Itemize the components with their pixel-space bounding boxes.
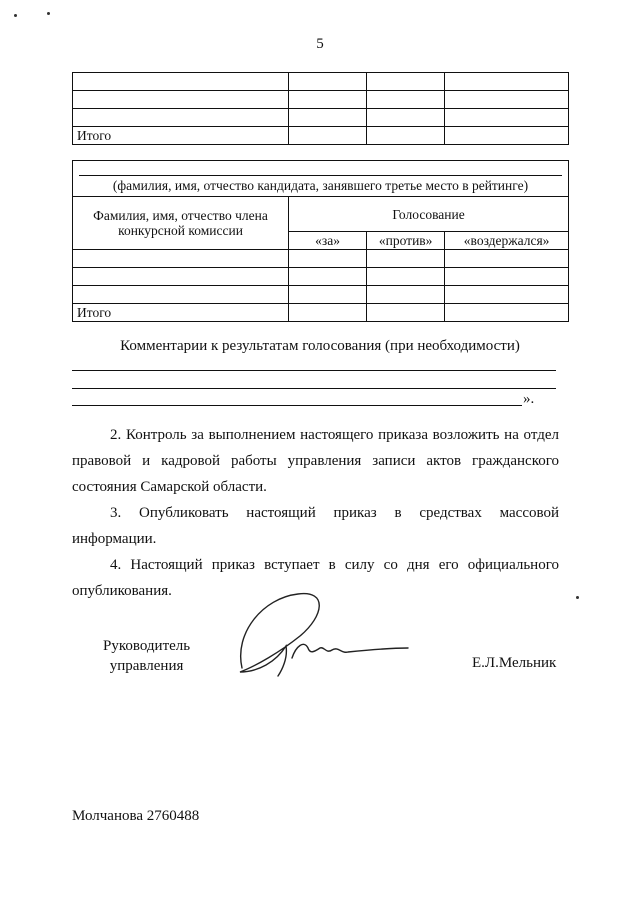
header-row: [73, 197, 569, 232]
candidate-caption: (фамилия, имя, отчество кандидата, занявшего третье место в рейтинге): [112, 178, 529, 193]
voting-header: Голосование: [289, 197, 569, 232]
option-abstained: «воздержался»: [445, 232, 569, 250]
comments-title: Комментарии к результатам голосования (при необходимости): [120, 338, 520, 354]
paragraph-2: 2. Контроль за выполнением настоящего приказа возложить на отдел правовой и кадровой работы управления записи актов гражданского состояния Самарской области.: [72, 427, 559, 495]
member-header: Фамилия, имя, отчество члена конкурсной комиссии: [73, 197, 289, 250]
voting-grid: [72, 196, 569, 322]
voting-table-continued: [72, 72, 569, 145]
comment-line: [72, 405, 522, 406]
total-row: [73, 304, 569, 322]
scan-speck: [14, 14, 17, 17]
voting-table-third-candidate: [72, 160, 569, 322]
total-row: [73, 127, 569, 145]
scan-speck: [47, 12, 50, 15]
scan-speck: [576, 596, 579, 599]
option-against: «против»: [367, 232, 445, 250]
table-row: [73, 73, 569, 91]
paragraph-3: 3. Опубликовать настоящий приказ в средствах массовой информации.: [72, 505, 559, 547]
signer-title: Руководитель управления: [103, 638, 191, 674]
signer-name: Е.Л.Мельник: [472, 655, 557, 671]
option-for: «за»: [289, 232, 367, 250]
total-label: Итого: [73, 304, 289, 322]
paragraph-4: 4. Настоящий приказ вступает в силу со дня его официального опубликования.: [72, 557, 559, 599]
total-label: Итого: [73, 127, 289, 145]
table-row: [73, 286, 569, 304]
comment-line: [72, 370, 556, 371]
candidate-name-field: [73, 161, 568, 197]
handwritten-signature: [228, 588, 414, 688]
table-row: [73, 250, 569, 268]
table-row: [73, 109, 569, 127]
table-row: [73, 268, 569, 286]
page-number: 5: [316, 36, 324, 52]
table-row: [73, 91, 569, 109]
comment-closing: ».: [523, 391, 535, 407]
candidate-name-blank: [79, 175, 562, 176]
comment-line: [72, 388, 556, 389]
executor-contact: Молчанова 2760488: [72, 808, 200, 824]
